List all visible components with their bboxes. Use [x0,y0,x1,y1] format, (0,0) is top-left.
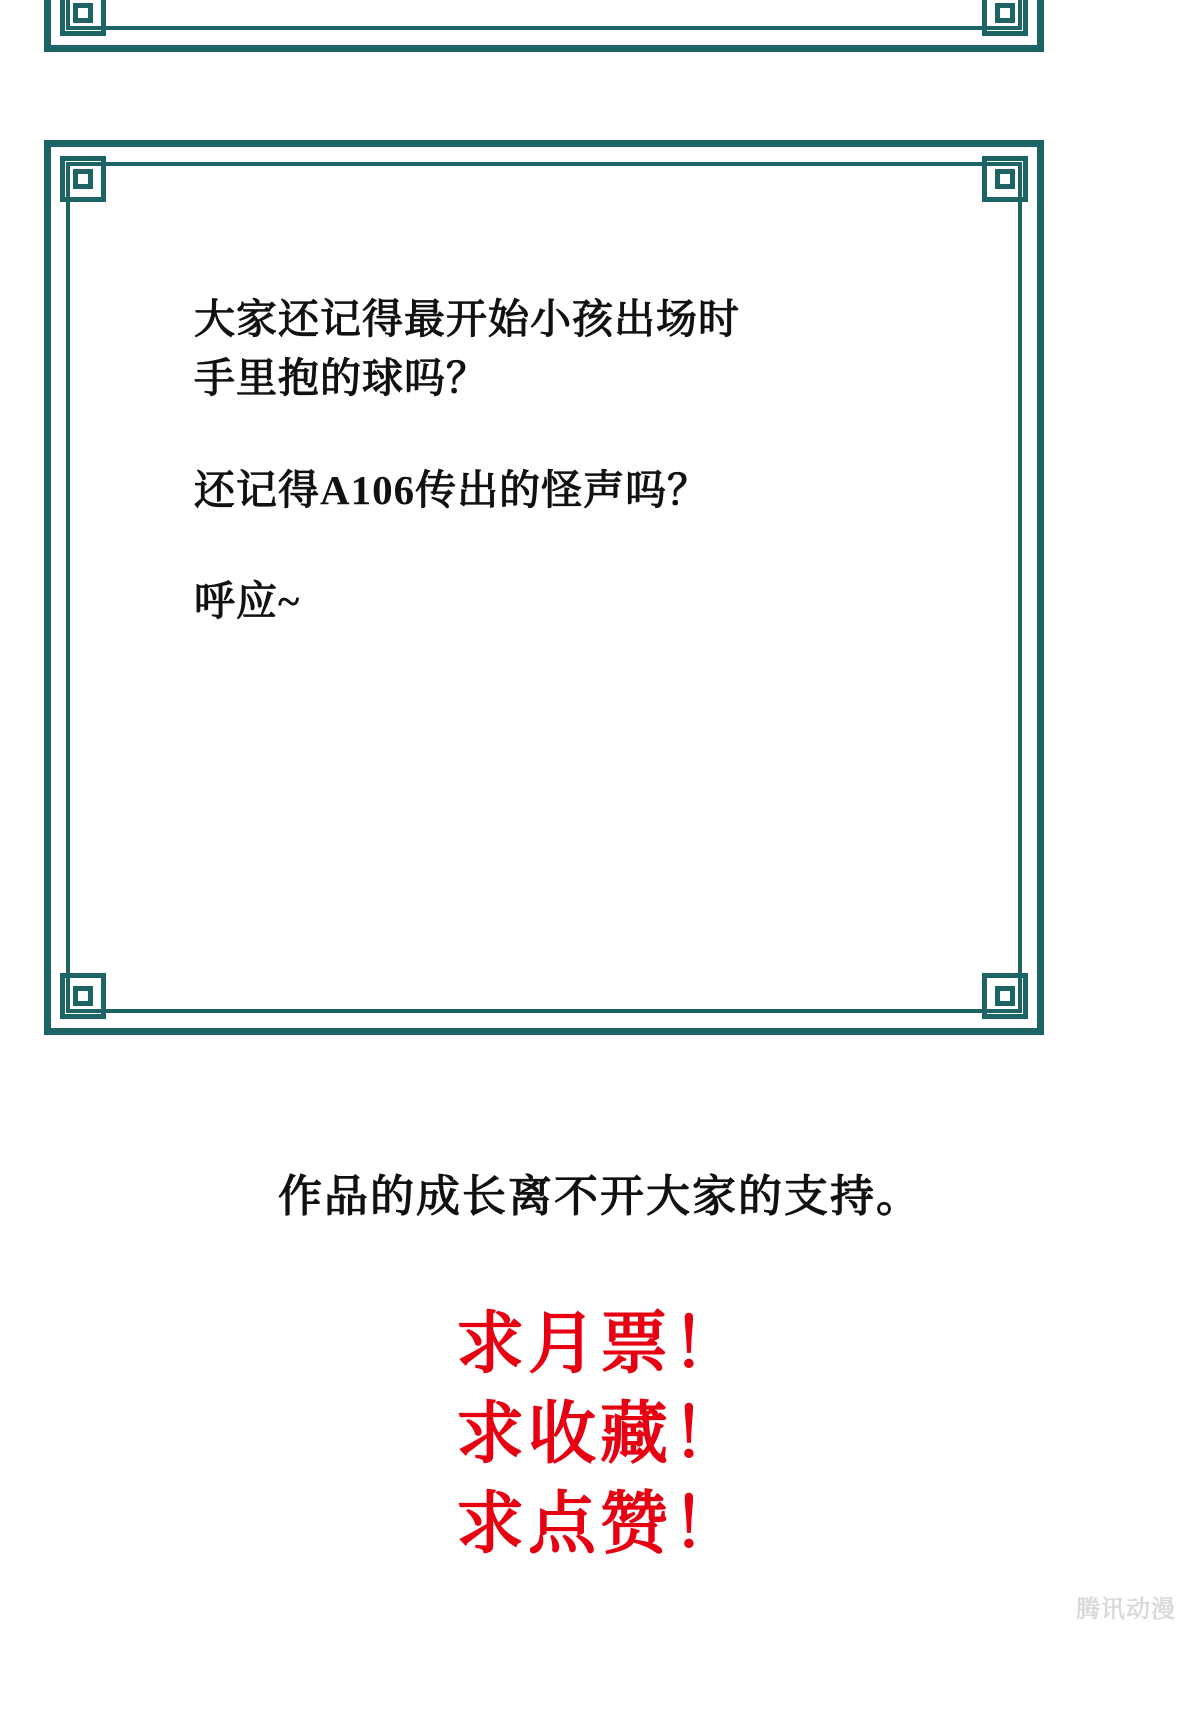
ornamental-frame-top [44,0,1044,52]
note-line-1: 大家还记得最开始小孩出场时 [194,296,740,342]
frame-corner-bottom-left [60,973,106,1019]
ornamental-frame-main [44,140,1044,1035]
frame-corner-bottom-right [982,0,1028,36]
author-note-text [194,290,964,632]
corner-square-inner [73,986,93,1006]
call-monthly-ticket: 求月票！ [455,1306,744,1382]
corner-square-inner [73,169,93,189]
call-like: 求点赞！ [455,1485,744,1562]
note-line-2: 手里抱的球吗？ [194,355,488,402]
corner-square-inner [995,3,1015,23]
frame-corner-bottom-left [60,0,106,36]
call-to-action-group [0,1300,1200,1569]
corner-square-inner [73,3,93,23]
watermark-label: 腾讯动漫 [1076,1596,1176,1623]
frame-corner-top-left [60,156,106,202]
corner-square-inner [995,986,1015,1006]
paragraph-spacer [194,409,964,461]
frame-corner-bottom-right [982,973,1028,1019]
note-line-3: 还记得A106传出的怪声吗？ [194,466,710,513]
corner-square-inner [995,169,1015,189]
note-line-4: 呼应~ [194,578,301,625]
call-favorite: 求收藏！ [455,1395,744,1472]
frame-corner-top-right [982,156,1028,202]
support-message: 作品的成长离不开大家的支持。 [278,1172,922,1221]
frame-inner-border [66,0,1022,30]
paragraph-spacer [194,520,964,572]
